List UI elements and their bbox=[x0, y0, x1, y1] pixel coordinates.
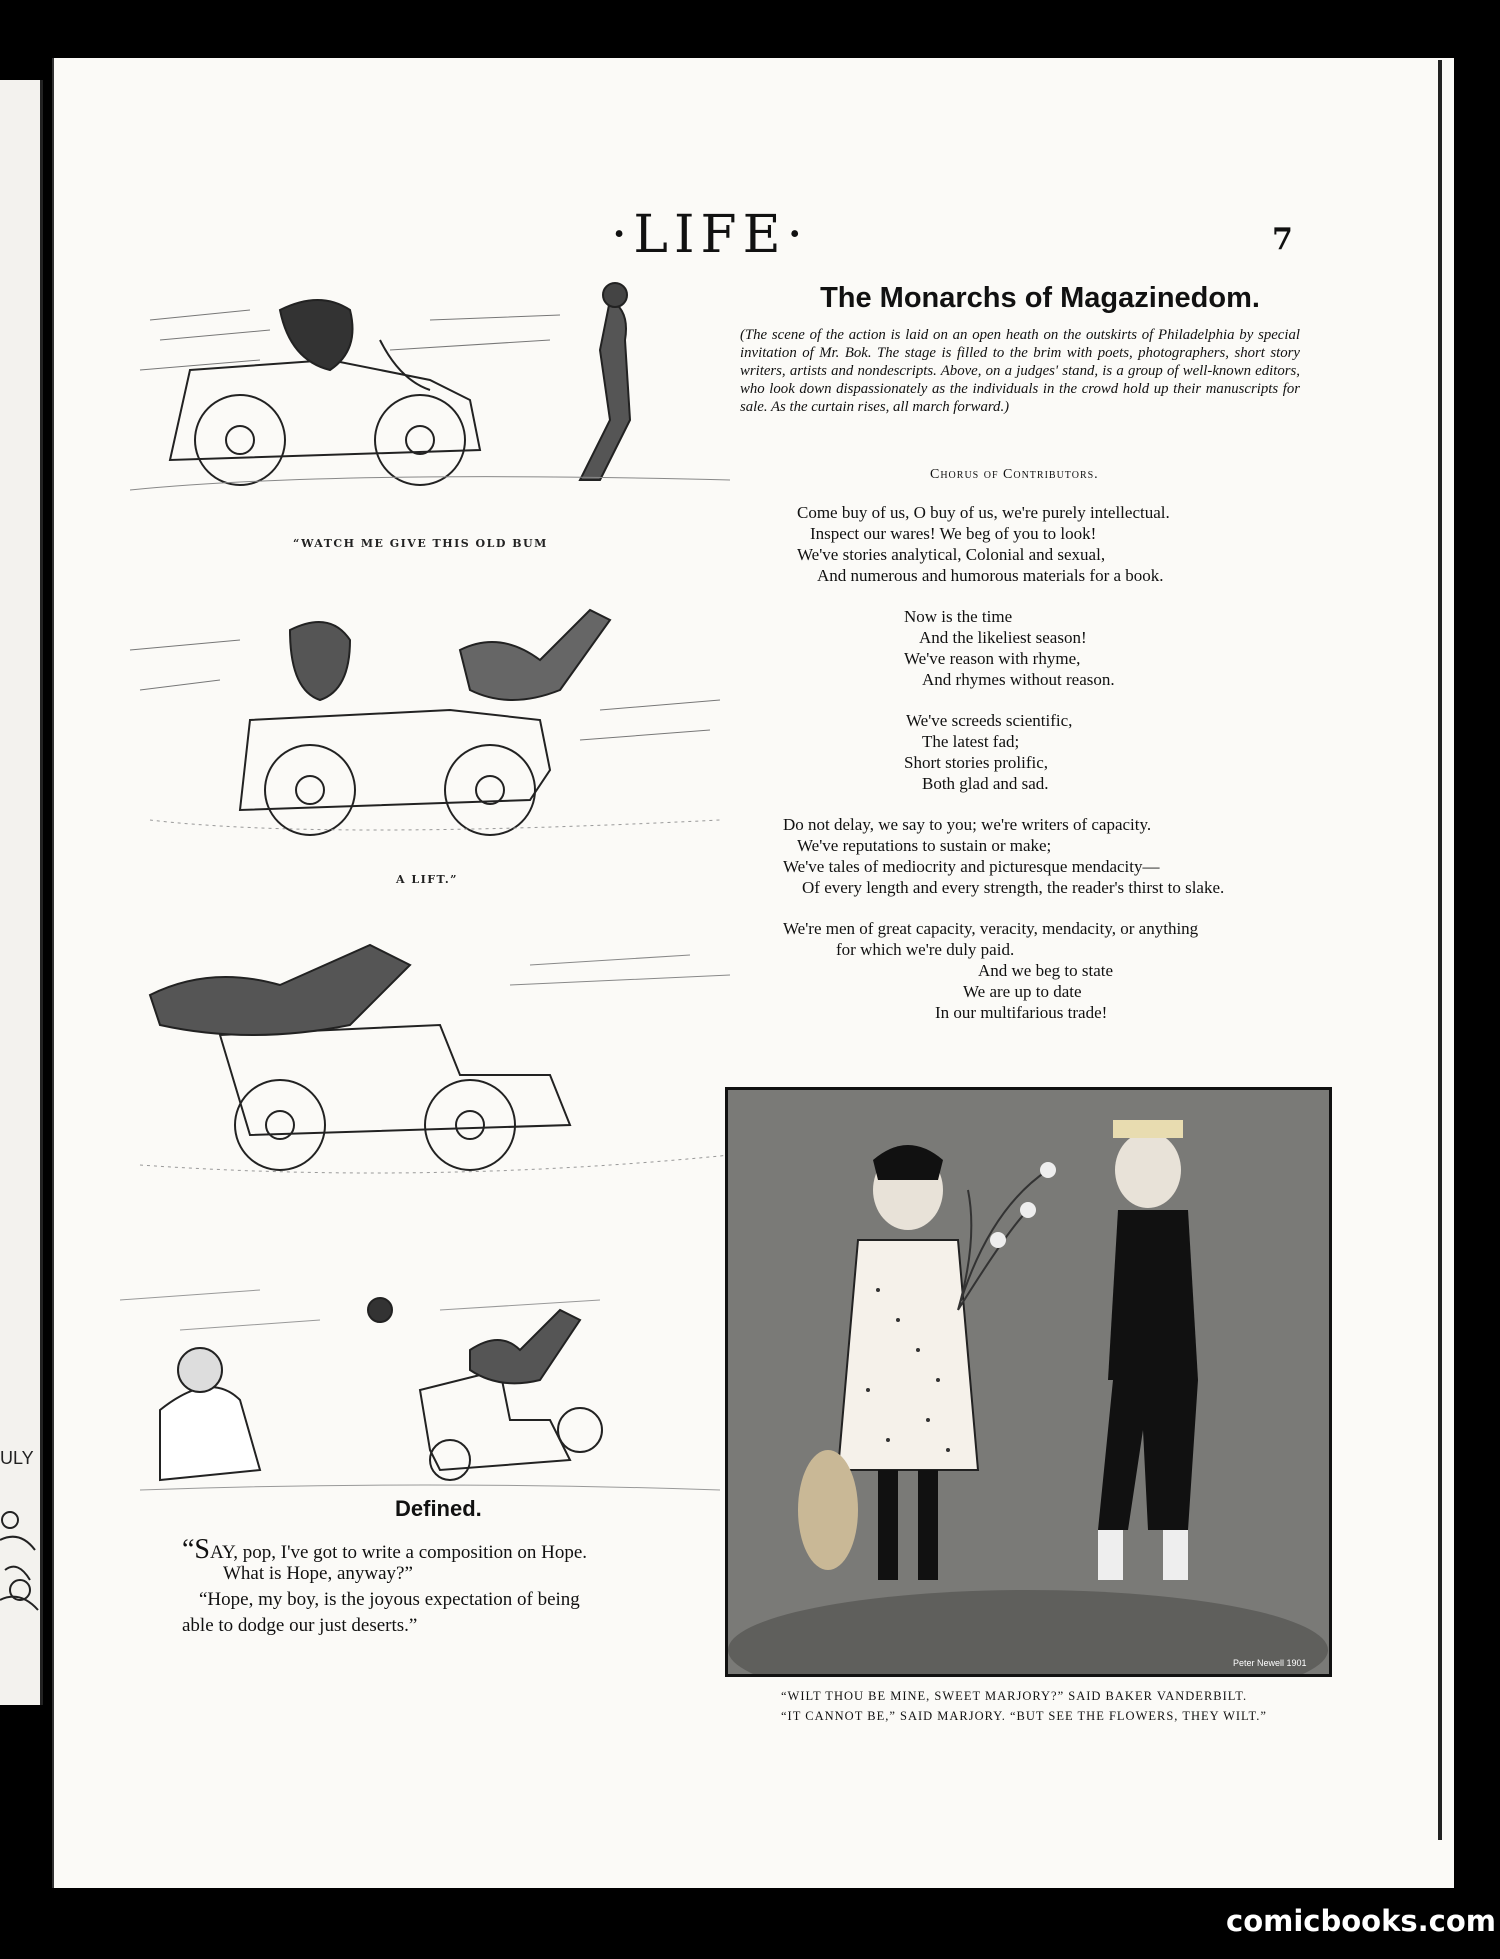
left-page-cartoon-fragment bbox=[0, 1500, 40, 1630]
verse-line: Do not delay, we say to you; we're writers of capacity. bbox=[783, 815, 1152, 834]
verse-line: The latest fad; bbox=[922, 732, 1020, 751]
verse-line: Of every length and every strength, the reader's thirst to slake. bbox=[802, 878, 1225, 897]
illustration-frame bbox=[725, 1087, 1332, 1677]
artist-signature: Peter Newell 1901 bbox=[1233, 1658, 1307, 1668]
cartoon-caption-1: “WATCH ME GIVE THIS OLD BUM bbox=[293, 537, 548, 550]
verse-line: In our multifarious trade! bbox=[935, 1003, 1108, 1022]
illustration-caption-line-1: “WILT THOU BE MINE, SWEET MARJORY?” SAID BAKER VANDERBILT. bbox=[781, 1689, 1248, 1703]
verse-line: Both glad and sad. bbox=[922, 774, 1049, 793]
cartoon-panel-3 bbox=[130, 925, 740, 1185]
verse-line: Inspect our wares! We beg of you to look! bbox=[810, 524, 1097, 543]
stage-direction: (The scene of the action is laid on an open heath on the outskirts of Philadelphia by special invitation of Mr. Bok. The stage is filled to the brim with poets, photographers, short story writers, artists and nondescripts. Above, on a judges' stand, is a group of well-known editors, who look down dispassionately as the individuals in the crowd hold up their manuscripts for sale. As the curtain rises, all march forward.) bbox=[740, 327, 1300, 415]
left-edge-text: ULY bbox=[0, 1448, 34, 1468]
verse-line: And the likeliest season! bbox=[919, 628, 1087, 647]
verse-line: Short stories prolific, bbox=[904, 753, 1049, 772]
defined-line-1 bbox=[182, 1534, 587, 1566]
illustration-picture bbox=[728, 1090, 1329, 1674]
drop-cap: “S bbox=[182, 1534, 210, 1565]
verse-line: We've reputations to sustain or make; bbox=[797, 836, 1052, 855]
verse-line: We've tales of mediocrity and picturesque mendacity— bbox=[783, 857, 1160, 876]
verse-line: We've screeds scientific, bbox=[906, 711, 1073, 730]
verse-line: And we beg to state bbox=[978, 961, 1114, 980]
defined-line-3: “Hope, my boy, is the joyous expectation of being bbox=[199, 1589, 580, 1610]
cartoon-panel-2 bbox=[120, 590, 730, 840]
verse-line: And rhymes without reason. bbox=[922, 670, 1115, 689]
defined-title: Defined. bbox=[395, 1496, 482, 1521]
defined-line-4: able to dodge our just deserts.” bbox=[182, 1615, 418, 1636]
verse-line: Come buy of us, O buy of us, we're purely intellectual. bbox=[797, 503, 1170, 522]
cartoon-panel-4 bbox=[120, 1270, 730, 1500]
cartoon-panel-1 bbox=[130, 280, 730, 510]
page-number: 7 bbox=[1272, 222, 1293, 257]
site-watermark: comicbooks.com bbox=[1226, 1904, 1496, 1938]
verse-line: We are up to date bbox=[963, 982, 1082, 1001]
verse-line: We've stories analytical, Colonial and sexual, bbox=[797, 545, 1106, 564]
chorus-heading: Chorus of Contributors. bbox=[930, 467, 1099, 482]
verse-line: for which we're duly paid. bbox=[836, 940, 1015, 959]
verse-line: We've reason with rhyme, bbox=[904, 649, 1081, 668]
verse-line: Now is the time bbox=[904, 607, 1013, 626]
illustration-caption-line-2: “IT CANNOT BE,” SAID MARJORY. “BUT SEE THE FLOWERS, THEY WILT.” bbox=[781, 1709, 1267, 1723]
article-title: The Monarchs of Magazinedom. bbox=[820, 282, 1260, 314]
verse-line: We're men of great capacity, veracity, mendacity, or anything bbox=[783, 919, 1199, 938]
masthead-title: ·LIFE· bbox=[610, 205, 810, 265]
defined-text: AY, pop, I've got to write a composition on Hope. bbox=[210, 1542, 588, 1563]
page-gutter-rule bbox=[1438, 60, 1442, 1840]
cartoon-caption-2: A LIFT.” bbox=[396, 873, 458, 886]
verse-line: And numerous and humorous materials for a book. bbox=[817, 566, 1164, 585]
defined-line-2: What is Hope, anyway?” bbox=[223, 1563, 413, 1584]
